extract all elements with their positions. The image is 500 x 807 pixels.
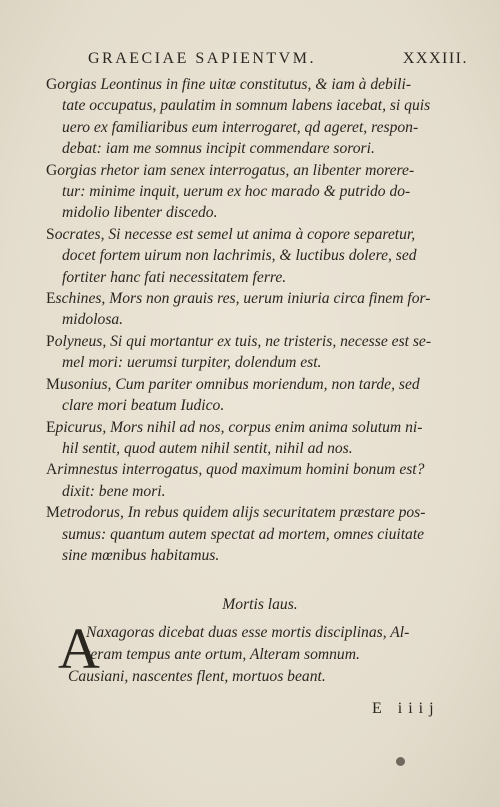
entry (46, 331, 464, 374)
entry-line: mel mori: uerumsi turpiter, dolendum est. (62, 354, 322, 372)
entry-line: ocrates, Si necesse est semel ut anima à copore separetur, (54, 225, 416, 243)
running-head-title: GRAECIAE SAPIENTVM. (88, 50, 316, 67)
drop-capital: A (58, 616, 100, 681)
entry-line: sumus: quantum autem spectat ad mortem, omnes ciuitate (62, 525, 425, 543)
final-paragraph (46, 616, 464, 688)
entry-line: sine mœnibus habitamus. (62, 546, 220, 564)
running-head (88, 50, 468, 72)
entry-line: uero ex familiaribus eum interrogaret, qd ageret, respon- (62, 118, 419, 136)
entry-initial: M (46, 504, 60, 522)
entry-line: olyneus, Si qui mortantur ex tuis, ne tristeris, necesse est se- (54, 332, 432, 350)
entry-initial: P (46, 332, 55, 350)
entry-line: tur: minime inquit, uerum ex hoc marado & putrido do- (62, 183, 411, 201)
entry-line: tate occupatus, paulatim in somnum labens iacebat, si quis (62, 97, 431, 115)
entry (46, 288, 464, 331)
entry-line: orgias Leontinus in fine uitæ constitutus, & iam à debili- (57, 76, 412, 93)
entry-line: dixit: bene mori. (62, 482, 166, 500)
entry-initial: E (46, 418, 56, 436)
entry-line: docet fortem uirum non lachrimis, & luctibus dolere, sed (62, 247, 417, 265)
entry-line: hil sentit, quod autem nihil sentit, nihil ad nos. (62, 439, 353, 457)
entry-line: midolosa. (62, 311, 124, 329)
body-text (46, 74, 464, 566)
entry-line: midolio libenter discedo. (62, 204, 218, 222)
entry (46, 74, 464, 160)
entry-line: schines, Mors non grauis res, uerum iniuria circa finem for- (55, 290, 431, 308)
entry (46, 374, 464, 417)
entry-line: etrodorus, In rebus quidem alijs securitatem præstare pos- (59, 504, 426, 522)
entry (46, 224, 464, 288)
entry (46, 502, 464, 566)
entry (46, 417, 464, 460)
section-heading: Mortis laus. (222, 596, 298, 613)
entry-line: usonius, Cum pariter omnibus moriendum, non tarde, sed (59, 375, 420, 393)
entry-initial: S (46, 225, 55, 243)
final-line: Causiani, nascentes flent, mortuos beant. (68, 668, 326, 685)
entry-initial: A (46, 461, 58, 479)
entry-initial: E (46, 290, 56, 308)
entry-line: orgias rhetor iam senex interrogatus, an libenter morere- (57, 161, 415, 179)
entry (46, 160, 464, 224)
entry-initial: M (46, 375, 60, 393)
final-line: teram tempus ante ortum, Alteram somnum. (86, 646, 360, 663)
entry-line: rimnestus interrogatus, quod maximum homini bonum est? (57, 461, 425, 479)
signature-mark: E iiij (372, 700, 440, 717)
folio-number: XXXIII. (402, 50, 468, 67)
entry-line: clare mori beatum Iudico. (62, 397, 225, 415)
final-line: Naxagoras dicebat duas esse mortis disciplinas, Al- (86, 624, 410, 641)
entry-initial: G (46, 161, 58, 179)
entry-line: picurus, Mors nihil ad nos, corpus enim anima solutum ni- (55, 418, 423, 436)
entry-line: fortiter hanc fati necessitatem ferre. (62, 268, 287, 286)
entry (46, 459, 464, 502)
entry-line: debat: iam me somnus incipit commendare sorori. (62, 140, 375, 158)
ink-blot (396, 757, 405, 766)
entry-initial: G (46, 76, 58, 93)
